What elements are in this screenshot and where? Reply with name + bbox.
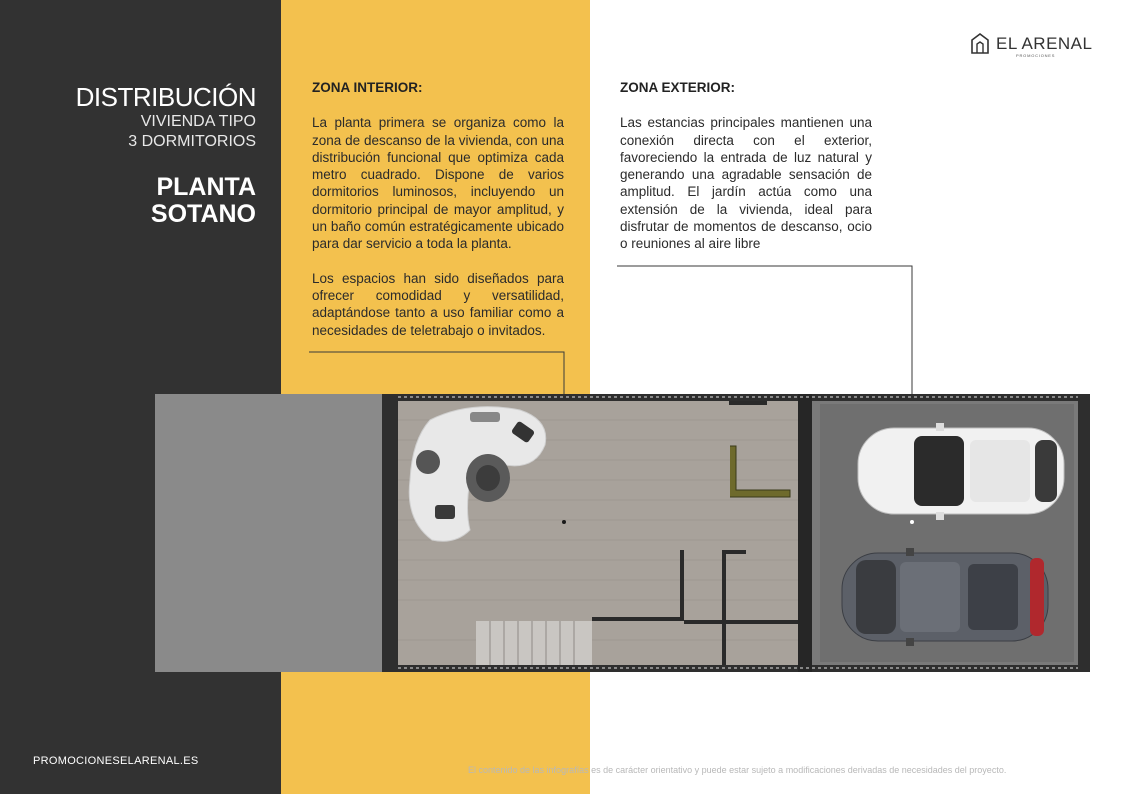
subtitle-line-2: 3 DORMITORIOS bbox=[128, 133, 256, 150]
brand-tagline: PROMOCIONES bbox=[1016, 53, 1056, 58]
website-link[interactable]: PROMOCIONESELARENAL.ES bbox=[33, 755, 199, 767]
subtitle-line-1: VIVIENDA TIPO bbox=[140, 113, 256, 130]
interior-wall-2 bbox=[680, 550, 684, 621]
page-title: DISTRIBUCIÓN bbox=[75, 82, 256, 112]
interior-marker bbox=[562, 520, 566, 524]
interior-wall-4 bbox=[722, 550, 746, 554]
zone-interior-paragraph-2: Los espacios han sido diseñados para ofrecer comodidad y versatilidad, adaptándose tanto a uso familiar como a necesidades de teletrabajo o invitados. bbox=[312, 270, 564, 338]
interior-wall-3 bbox=[722, 550, 726, 665]
garage-wall bbox=[798, 394, 812, 672]
brand-name: EL ARENAL bbox=[996, 33, 1093, 53]
disclaimer: El contenido de las infografías es de carácter orientativo y puede estar sujeto a modificaciones derivadas de necesidades del proyecto. bbox=[468, 765, 1007, 775]
terrace-area bbox=[155, 394, 382, 672]
exterior-marker bbox=[910, 520, 914, 524]
plan-title-line-1: PLANTA bbox=[156, 173, 256, 201]
interior-wall-6 bbox=[729, 401, 767, 405]
white-car bbox=[858, 423, 1064, 520]
zone-exterior-paragraph-1: Las estancias principales mantienen una conexión directa con el exterior, favoreciendo la entrada de luz natural y generando una agradable sensación de amplitud. El jardín actúa como una extensión de la vivienda, ideal para disfrutar de momentos de descanso, ocio o reuniones al aire libre bbox=[620, 115, 872, 252]
interior-wall-5 bbox=[684, 620, 798, 624]
interior-wall-1 bbox=[592, 617, 680, 621]
dark-car bbox=[842, 548, 1048, 646]
zone-interior-heading: ZONA INTERIOR: bbox=[312, 80, 423, 95]
staircase bbox=[476, 621, 592, 665]
zone-interior-paragraph-1: La planta primera se organiza como la zona de descanso de la vivienda, con una distribución funcional que optimiza cada metro cuadrado. Dispone de varios dormitorios luminosos, incluyendo un dormitorio principal de mayor amplitud, y un baño común estratégicamente ubicado para dar servicio a toda la planta. bbox=[312, 115, 564, 252]
plan-title-line-2: SOTANO bbox=[150, 200, 256, 228]
zone-exterior-heading: ZONA EXTERIOR: bbox=[620, 80, 736, 95]
